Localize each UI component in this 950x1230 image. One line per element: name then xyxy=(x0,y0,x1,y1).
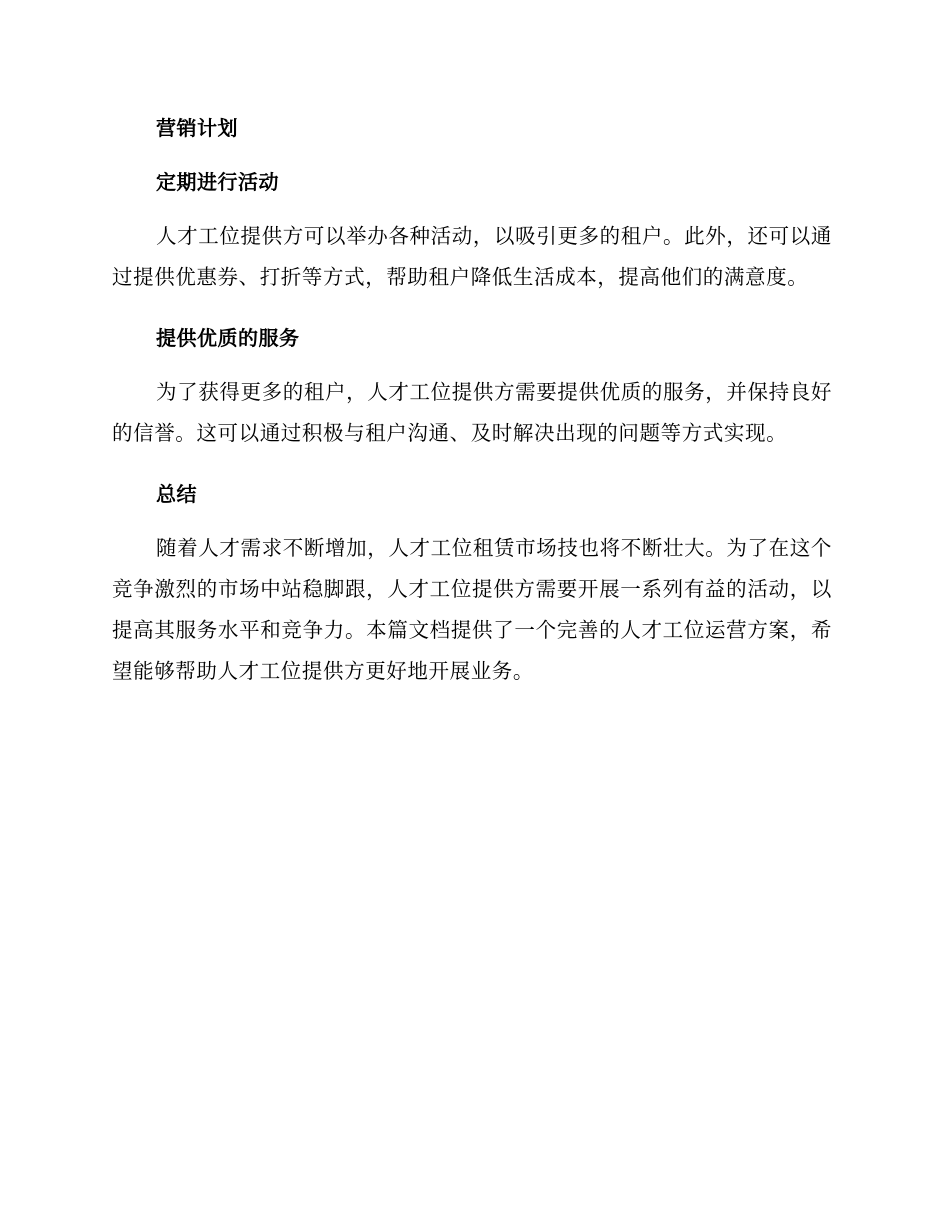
paragraph-summary: 随着人才需求不断增加，人才工位租赁市场技也将不断壮大。为了在这个竞争激烈的市场中站稳脚跟，人才工位提供方需要开展一系列有益的活动，以提高其服务水平和竞争力。本篇文档提供了一个完善的人才工位运营方案，希望能够帮助人才工位提供方更好地开展业务。 xyxy=(112,536,832,683)
paragraph-quality-service: 为了获得更多的租户，人才工位提供方需要提供优质的服务，并保持良好的信誉。这可以通过积极与租户沟通、及时解决出现的问题等方式实现。 xyxy=(112,380,832,445)
section-heading-regular-activities: 定期进行活动 xyxy=(156,170,279,194)
section-heading-summary: 总结 xyxy=(156,482,197,506)
section-heading-marketing-plan: 营销计划 xyxy=(156,116,238,140)
paragraph-regular-activities: 人才工位提供方可以举办各种活动，以吸引更多的租户。此外，还可以通过提供优惠券、打折等方式，帮助租户降低生活成本，提高他们的满意度。 xyxy=(112,224,832,289)
section-heading-quality-service: 提供优质的服务 xyxy=(156,326,300,350)
document-body xyxy=(112,106,832,692)
